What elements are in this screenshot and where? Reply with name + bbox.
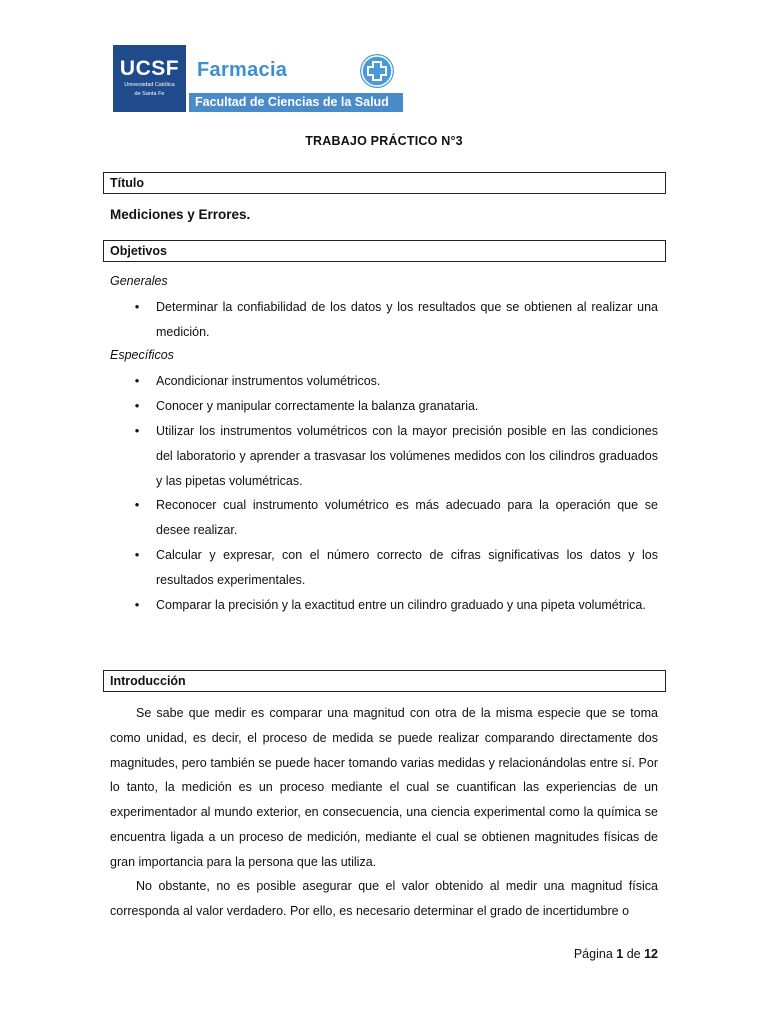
list-item [132, 593, 658, 618]
ucsf-logo-block [113, 45, 186, 112]
current-page: 1 [616, 947, 624, 961]
list-item [132, 543, 658, 593]
list-item [132, 369, 658, 394]
bullet-icon: • [134, 497, 140, 512]
practice-subtitle: Mediciones y Errores. [110, 207, 251, 222]
section-header-titulo: Título [103, 172, 666, 194]
section-header-introduccion: Introducción [103, 670, 666, 692]
ucsf-logo-line2: de Santa Fe [134, 91, 165, 97]
page-number [574, 947, 658, 961]
bullet-icon: • [134, 398, 140, 413]
intro-paragraph-1: Se sabe que medir es comparar una magnitud con otra de la misma especie que se toma como unidad, es decir, el proceso de medida se puede realizar comparando directamente dos magnitudes, pero también se puede hacer tomando varias medidas y relacionándolas entre sí. Por lo tanto, la medición es un proceso mediante el cual se cuantifican las experiencias de un experimentador al mundo exterior, en consecuencia, una ciencia experimental como la química se encuentra ligada a un proceso de medición, mediante el cual se obtienen magnitudes físicas de gran importancia para la persona que las utiliza. [110, 706, 658, 869]
document-title: TRABAJO PRÁCTICO N°3 [305, 134, 463, 148]
list-item-text: Acondicionar instrumentos volumétricos. [156, 374, 381, 388]
bullet-icon: • [134, 299, 140, 314]
page-label: Página [573, 947, 613, 961]
generales-label: Generales [110, 274, 168, 288]
list-item [132, 493, 658, 543]
list-item [132, 295, 658, 345]
bullet-icon: • [134, 423, 140, 438]
list-item-text: Determinar la confiabilidad de los datos y los resultados que se obtienen al realizar una medición. [156, 300, 658, 339]
page-of-label: de [626, 947, 641, 961]
especificos-label: Específicos [110, 348, 174, 362]
list-item-text: Comparar la precisión y la exactitud entre un cilindro graduado y una pipeta volumétrica. [156, 598, 646, 612]
list-item-text: Calcular y expresar, con el número correcto de cifras significativas los datos y los resultados experimentales. [156, 548, 658, 587]
list-item [132, 419, 658, 493]
ucsf-logo-line1: Universidad Católica [124, 82, 175, 88]
faculty-band: Facultad de Ciencias de la Salud [189, 93, 403, 112]
list-item-text: Utilizar los instrumentos volumétricos con la mayor precisión posible en las condiciones del laboratorio y aprender a trasvasar los volúmenes medidos con los cilindros graduados y las pipetas volumétricas. [156, 424, 658, 488]
pharmacy-cross-icon [360, 54, 394, 88]
bullet-icon: • [134, 597, 140, 612]
ucsf-farmacia-logo [113, 45, 403, 112]
bullet-icon: • [134, 547, 140, 562]
ucsf-logo-text: UCSF [119, 57, 180, 80]
total-pages: 12 [644, 947, 658, 961]
intro-paragraph-2: No obstante, no es posible asegurar que el valor obtenido al medir una magnitud física corresponda al valor verdadero. Por ello, es necesario determinar el grado de incertidumbre o [110, 879, 658, 918]
list-item-text: Reconocer cual instrumento volumétrico es más adecuado para la operación que se desee realizar. [156, 498, 658, 537]
list-item [132, 394, 658, 419]
bullet-icon: • [134, 373, 140, 388]
list-item-text: Conocer y manipular correctamente la balanza granataria. [156, 399, 479, 413]
section-header-objetivos: Objetivos [103, 240, 666, 262]
farmacia-logo-text: Farmacia [197, 59, 288, 81]
